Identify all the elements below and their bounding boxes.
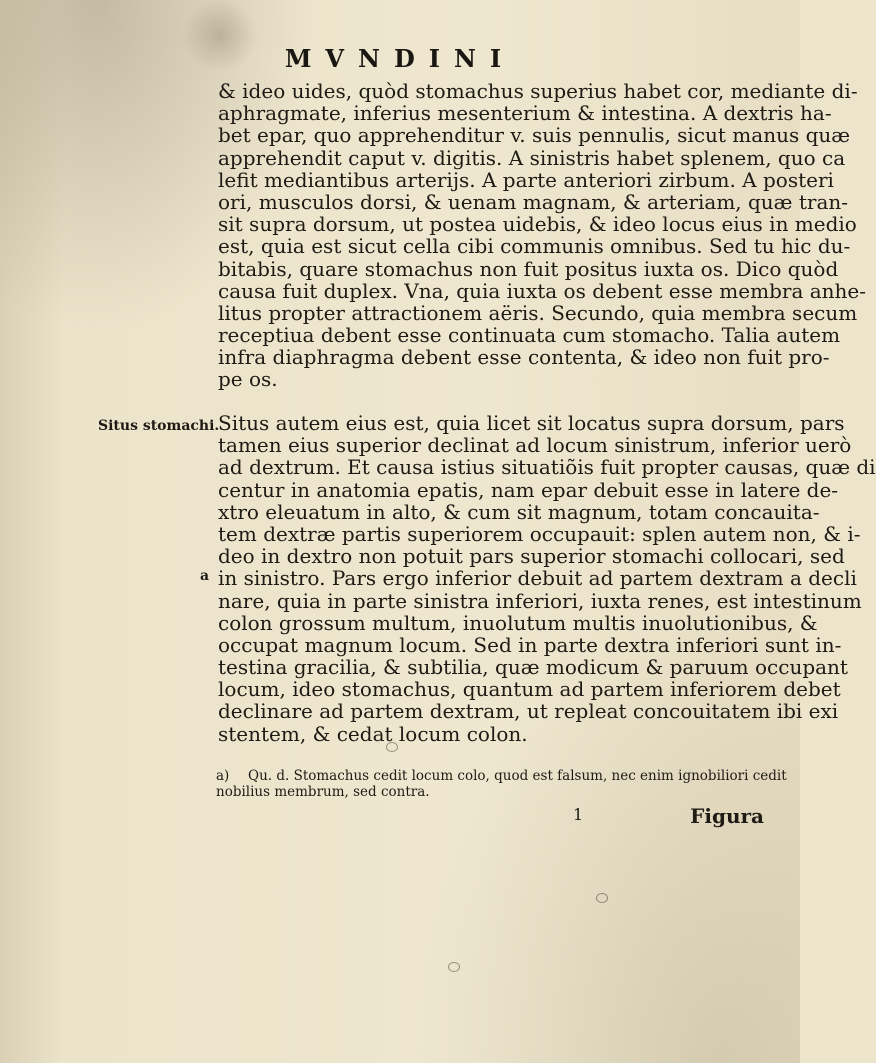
footnote bbox=[216, 768, 787, 800]
text-line: receptiua debent esse continuata cum stomacho. Talia autem bbox=[218, 323, 841, 348]
text-line: lefit mediantibus arterijs. A parte anteriori zirbum. A posteri bbox=[218, 167, 834, 192]
marginal-note: Situs stomachi. bbox=[98, 418, 220, 434]
text-line: apprehendit caput v. digitis. A sinistris habet splenem, quo ca bbox=[218, 145, 846, 170]
text-line: locum, ideo stomachus, quantum ad partem inferiorem debet bbox=[218, 677, 841, 702]
text-line: sit supra dorsum, ut postea uidebis, & ideo locus eius in medio bbox=[218, 212, 857, 237]
text-line: est, quia est sicut cella cibi communis omnibus. Sed tu hic du- bbox=[218, 234, 851, 259]
text-line: tamen eius superior declinat ad locum sinistrum, inferior uerò bbox=[218, 433, 852, 458]
running-title: MVNDINI bbox=[284, 44, 516, 73]
ink-speck bbox=[448, 962, 460, 972]
text-line: tem dextræ partis superiorem occupauit: splen autem non, & i- bbox=[218, 521, 861, 546]
text-line: bitabis, quare stomachus non fuit positus iuxta os. Dico quòd bbox=[218, 256, 839, 281]
text-line: in sinistro. Pars ergo inferior debuit ad partem dextram a decli bbox=[218, 566, 857, 591]
text-line: deo in dextro non potuit pars superior stomachi collocari, sed bbox=[218, 544, 845, 569]
footnote-marker: a bbox=[200, 568, 210, 584]
text-line: ori, musculos dorsi, & uenam magnam, & arteriam, quæ tran- bbox=[218, 189, 848, 214]
text-line: ad dextrum. Et causa istius situatiõis fuit propter causas, quæ di bbox=[218, 455, 876, 480]
text-line: colon grossum multum, inuolutum multis inuolutionibus, & bbox=[218, 610, 818, 635]
text-line: xtro eleuatum in alto, & cum sit magnum, totam concauita- bbox=[218, 499, 820, 524]
text-line: centur in anatomia epatis, nam epar debuit esse in latere de- bbox=[218, 477, 839, 502]
text-line: & ideo uides, quòd stomachus superius habet cor, mediante di- bbox=[218, 79, 858, 103]
ink-speck bbox=[596, 893, 608, 903]
text-line: aphragmate, inferius mesenterium & intestina. A dextris ha- bbox=[218, 101, 832, 126]
text-line: Situs autem eius est, quia licet sit locatus supra dorsum, pars bbox=[218, 411, 845, 435]
text-line: nare, quia in parte sinistra inferiori, iuxta renes, est intestinum bbox=[218, 588, 862, 613]
footnote-line: nobilius membrum, sed contra. bbox=[216, 784, 430, 800]
footnote-line: Qu. d. Stomachus cedit locum colo, quod est falsum, nec enim ignobiliori cedit bbox=[248, 768, 787, 784]
text-line: causa fuit duplex. Vna, quia iuxta os debent esse membra anhe- bbox=[218, 278, 866, 303]
paragraph-2 bbox=[218, 411, 876, 746]
text-line: testina gracilia, & subtilia, quæ modicum & paruum occupant bbox=[218, 655, 848, 680]
text-line: occupat magnum locum. Sed in parte dextra inferiori sunt in- bbox=[218, 632, 842, 657]
text-line: infra diaphragma debent esse contenta, & ideo non fuit pro- bbox=[218, 345, 830, 370]
text-line: declinare ad partem dextram, ut repleat concouitatem ibi exi bbox=[218, 699, 839, 724]
text-line: stentem, & cedat locum colon. bbox=[218, 721, 528, 746]
footnote-label: a) bbox=[216, 768, 230, 784]
paragraph-1 bbox=[218, 79, 866, 392]
text-line: pe os. bbox=[218, 367, 278, 392]
text-line: litus propter attractionem aëris. Secundo, quia membra secum bbox=[218, 300, 858, 325]
catchword: Figura bbox=[690, 804, 764, 828]
text-line: bet epar, quo apprehenditur v. suis pennulis, sicut manus quæ bbox=[218, 123, 851, 148]
signature-mark: 1 bbox=[573, 805, 584, 824]
